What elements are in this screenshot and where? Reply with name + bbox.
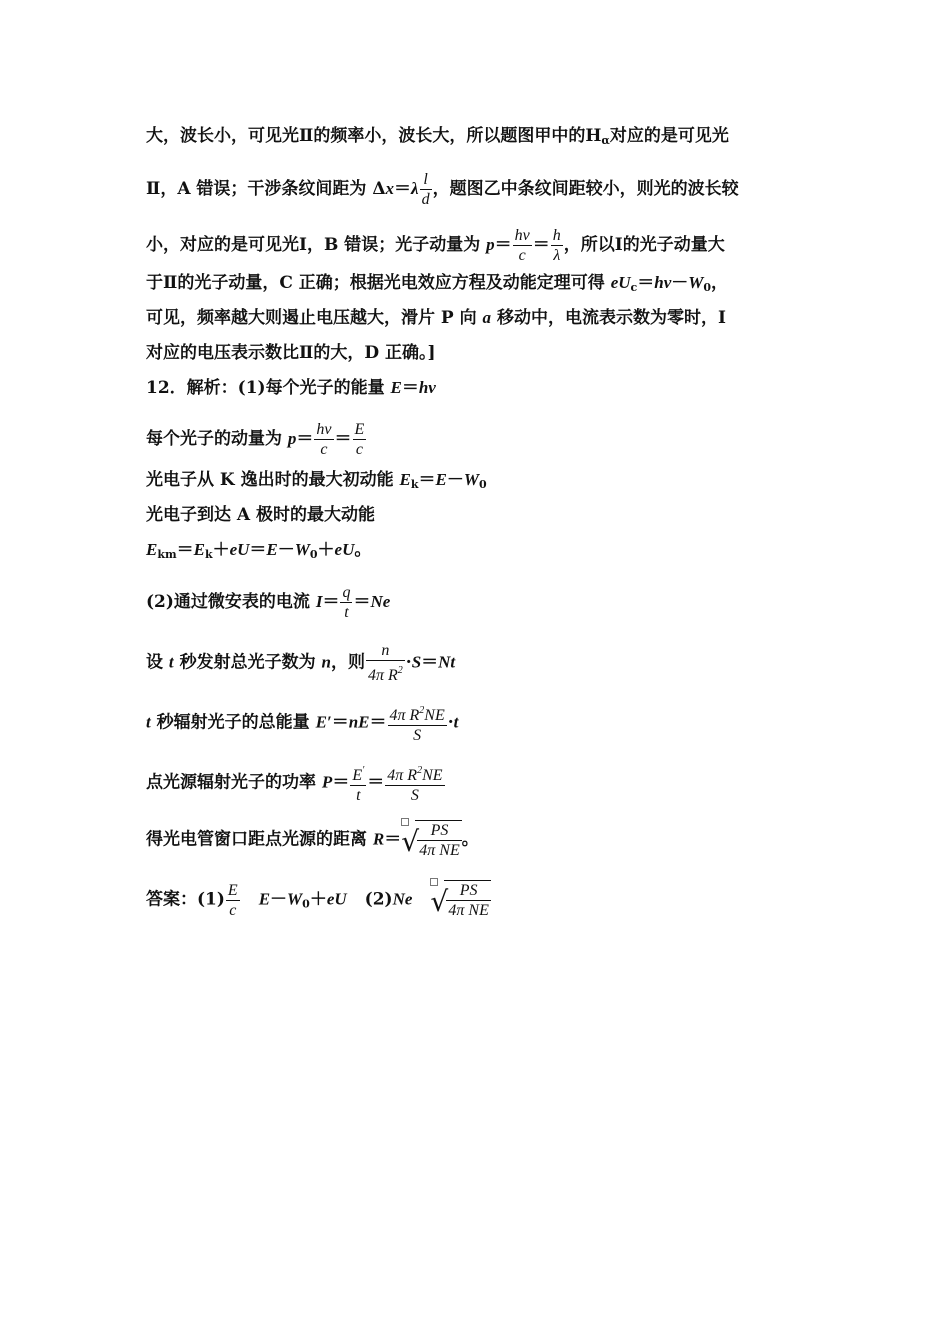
- fraction-4piR2NE-over-S: $\frac{4\pi R^2NE}{S}$: [388, 701, 447, 745]
- text-line-distance: 得光电管窗口距点光源的距离 R＝ √ $\frac{PS}{\text{4π NE}}$ 。: [146, 820, 479, 860]
- sqrt-PS-over-4piNE: √ $\frac{PS}{\text{4π NE}}$: [430, 880, 490, 920]
- fraction-l-over-d: $\frac{l}{d}$: [421, 171, 430, 208]
- text-line-4: 于Ⅱ的光子动量，C 正确；根据光电效应方程及动能定理可得 $eU_c=h\nu-W_0$，: [146, 273, 729, 294]
- text-line-momentum: 每个光子的动量为 p＝ $\frac{h\nu}{c}$ ＝ $\frac{E}{c}$: [146, 421, 365, 458]
- text-line-5: 可见，频率越大则遏止电压越大，滑片 P 向 a 移动中，电流表示数为零时，Ⅰ: [146, 308, 726, 328]
- fraction-E-prime-over-t: $\frac{E'}{t}$: [350, 761, 366, 805]
- text-line-3: 小，对应的是可见光Ⅰ，B 错误；光子动量为 p＝ $\frac{h\nu}{c}$ ＝ $\frac{h}{\lambda}$ ，所以Ⅰ的光子动量大: [146, 227, 725, 264]
- fraction-4piR2NE-over-S: $\frac{4\pi R^2NE}{S}$: [385, 761, 444, 805]
- fraction-E-over-c: $\frac{E}{c}$: [227, 881, 238, 919]
- fraction-n-over-4piR2: $\frac{n}{4\pi R^2}$: [367, 642, 403, 684]
- text-line-ek: 光电子从 K 逸出时的最大初动能 $E_k=E-W_0$: [146, 470, 487, 491]
- fraction-hv-over-c: $\frac{h\nu}{c}$: [514, 227, 530, 264]
- sqrt-PS-over-4piNE: √ $\frac{PS}{\text{4π NE}}$: [401, 820, 461, 860]
- fraction-E-over-c: $\frac{E}{c}$: [354, 421, 365, 458]
- text-line-current: (2)通过微安表的电流 I＝ $\frac{q}{t}$ ＝Ne: [146, 584, 391, 621]
- solution-heading: 12．解析：(1)每个光子的能量 E＝hν: [146, 378, 436, 398]
- text-line-photon-count: 设 t 秒发射总光子数为 n，则 $\frac{n}{4\pi R^2}$ ·S＝Nt: [146, 642, 456, 684]
- fraction-hv-over-c: $\frac{h\nu}{c}$: [316, 421, 332, 458]
- fraction-q-over-t: $\frac{q}{t}$: [342, 584, 351, 621]
- fraction-h-over-lambda: $\frac{h}{\lambda}$: [552, 227, 561, 264]
- text-line-total-energy: t 秒辐射光子的总能量 E′＝nE＝ $\frac{4\pi R^2NE}{S}$ ·t: [146, 701, 458, 745]
- text-line-power: 点光源辐射光子的功率 P＝ $\frac{E'}{t}$ ＝ $\frac{4\pi R^2NE}{S}$: [146, 761, 446, 805]
- text-line-1: 大，波长小，可见光Ⅱ的频率小，波长大，所以题图甲中的$H_\alpha$对应的是可见光: [146, 126, 729, 147]
- text-line-2: Ⅱ，A 错误；干涉条纹间距为 Δx＝λ $\frac{l}{d}$ ，题图乙中条纹间距较小，则光的波长较: [146, 171, 739, 208]
- text-line-6: 对应的电压表示数比Ⅱ的大，D 正确。]: [146, 343, 436, 363]
- answer-line: 答案：(1) $\frac{E}{c}$ $E-W_0+eU$ (2)Ne √ $\frac{PS}{\text{4π NE}}$: [146, 880, 491, 920]
- text-line-max-ek: 光电子到达 A 极时的最大动能: [146, 505, 376, 525]
- text-line-ekm: $E_{km}=E_k+eU=E-W_0+eU$。: [146, 540, 372, 561]
